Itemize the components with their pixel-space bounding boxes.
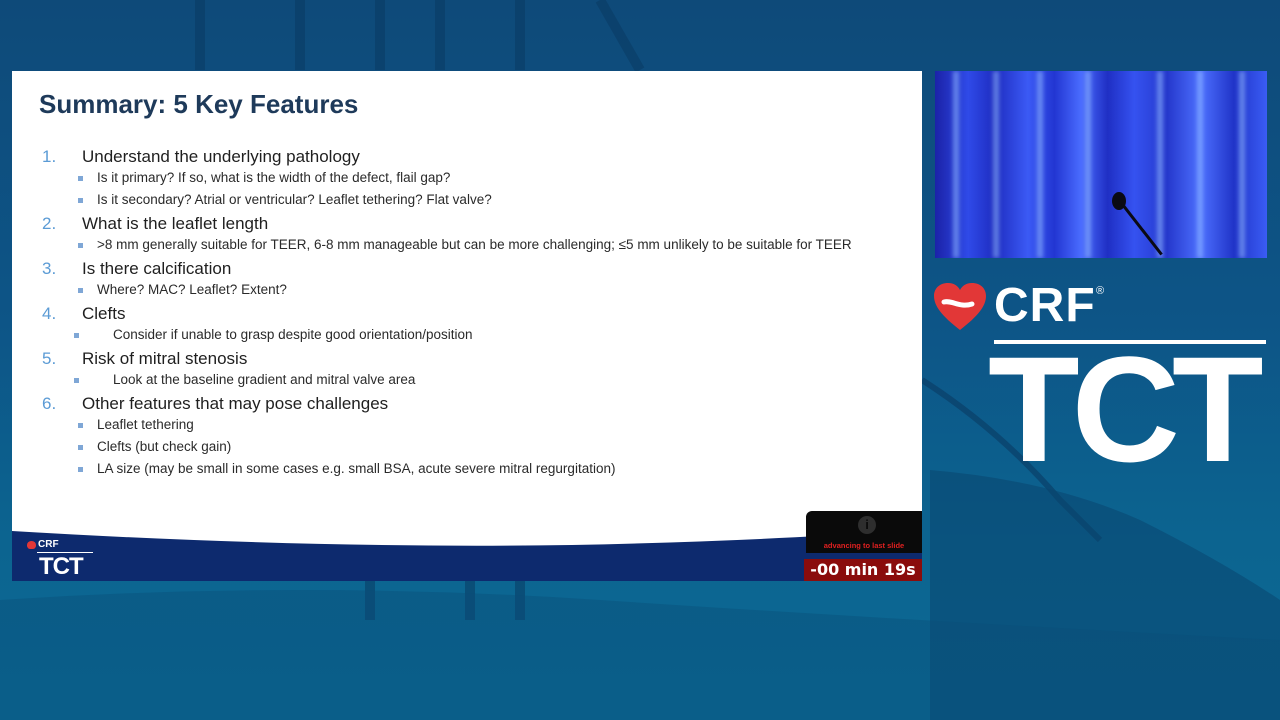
sub-item <box>42 237 902 253</box>
heart-icon <box>27 541 36 549</box>
heart-logo-icon <box>932 282 988 332</box>
sub-list <box>42 237 902 253</box>
item-number: 6. <box>42 394 57 413</box>
brand-tct-text: TCT <box>988 325 1256 493</box>
presentation-slide <box>12 71 922 581</box>
item-text: Other features that may pose challenges <box>82 394 389 413</box>
curtain-fold <box>953 71 959 258</box>
slide-logo-crf-text: CRF <box>38 539 59 550</box>
sub-list <box>42 327 902 343</box>
curtain-fold <box>1157 71 1163 258</box>
item-number: 4. <box>42 304 57 323</box>
bullet-icon <box>78 445 83 450</box>
curtain-fold <box>1085 71 1091 258</box>
bullet-icon <box>78 176 83 181</box>
item-number: 3. <box>42 259 57 278</box>
curtain-fold <box>1197 71 1203 258</box>
item-text: Is there calcification <box>82 259 232 278</box>
sub-item <box>42 327 902 343</box>
bullet-icon <box>78 467 83 472</box>
registered-mark: ® <box>1096 285 1105 297</box>
item-text: Understand the underlying pathology <box>82 147 360 166</box>
bullet-icon <box>78 288 83 293</box>
sub-text: >8 mm generally suitable for TEER, 6-8 mm manageable but can be more challenging; ≤5 mm unlikely to be suitable for TEER <box>97 237 852 252</box>
sub-text: Is it secondary? Atrial or ventricular? Leaflet tethering? Flat valve? <box>97 192 492 207</box>
sub-item <box>42 461 902 477</box>
crf-tct-logo <box>930 279 1270 493</box>
bullet-icon <box>78 243 83 248</box>
outline-item <box>42 394 902 414</box>
sub-item <box>42 417 902 433</box>
item-text: Risk of mitral stenosis <box>82 349 248 368</box>
curtain-fold <box>993 71 999 258</box>
bullet-icon <box>78 198 83 203</box>
item-number: 2. <box>42 214 57 233</box>
sub-list <box>42 417 902 477</box>
sub-list <box>42 282 902 298</box>
bullet-icon <box>74 378 79 383</box>
sub-item <box>42 192 902 208</box>
bullet-icon <box>78 423 83 428</box>
item-number: 5. <box>42 349 57 368</box>
slide-footer-wave <box>12 521 922 581</box>
item-number: 1. <box>42 147 57 166</box>
bullet-icon <box>74 333 79 338</box>
brand-crf-text: CRF <box>994 279 1096 332</box>
item-text: Clefts <box>82 304 126 323</box>
outline-item <box>42 259 902 279</box>
info-icon: i <box>858 516 876 534</box>
curtain-fold <box>1037 71 1043 258</box>
slide-logo-crf <box>27 539 59 550</box>
outline-item <box>42 147 902 167</box>
sub-text: Look at the baseline gradient and mitral valve area <box>113 372 416 387</box>
sub-item <box>42 372 902 388</box>
slide-logo <box>27 539 97 580</box>
sub-text: LA size (may be small in some cases e.g. small BSA, acute severe mitral regurgitation) <box>97 461 616 476</box>
sub-text: Is it primary? If so, what is the width of the defect, flail gap? <box>97 170 451 185</box>
sub-list <box>42 170 902 208</box>
sub-item <box>42 282 902 298</box>
item-text: What is the leaflet length <box>82 214 269 233</box>
sub-list <box>42 372 902 388</box>
sub-item <box>42 439 902 455</box>
outline-item <box>42 304 902 324</box>
advancing-notice: advancing to last slide <box>823 541 905 550</box>
sub-item <box>42 170 902 186</box>
countdown-timer: -00 min 19s <box>804 559 922 581</box>
outline-item <box>42 214 902 234</box>
outline-list <box>42 147 902 483</box>
sub-text: Clefts (but check gain) <box>97 439 232 454</box>
speaker-video-feed <box>935 71 1267 258</box>
outline-item <box>42 349 902 369</box>
slide-title: Summary: 5 Key Features <box>39 89 359 119</box>
timer-overlay <box>806 511 922 553</box>
curtain-fold <box>1239 71 1245 258</box>
sub-text: Consider if unable to grasp despite good orientation/position <box>113 327 473 342</box>
sub-text: Leaflet tethering <box>97 417 194 432</box>
sub-text: Where? MAC? Leaflet? Extent? <box>97 282 287 297</box>
slide-logo-tct: TCT <box>39 553 83 580</box>
